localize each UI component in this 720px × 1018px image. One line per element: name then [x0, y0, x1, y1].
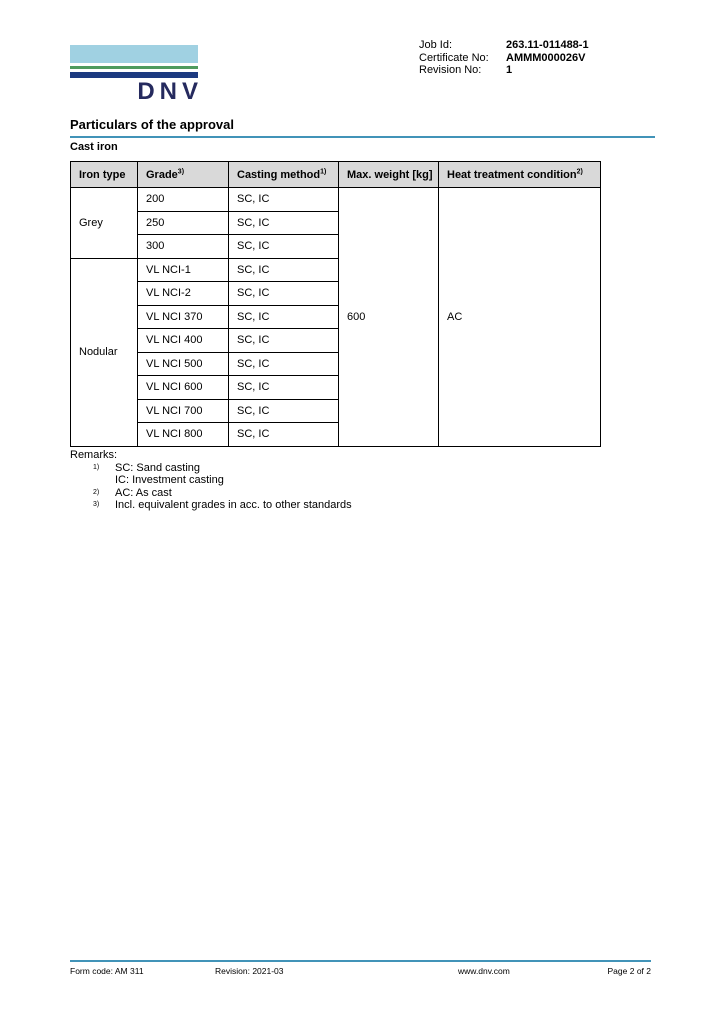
grade-cell: VL NCI 400 — [138, 329, 229, 353]
logo-green-bar — [70, 66, 198, 69]
logo-sky-bar — [70, 45, 198, 63]
iron-type-cell-nodular: Nodular — [71, 258, 138, 446]
remark-line: SC: Sand casting — [115, 461, 200, 474]
remarks-block — [70, 449, 352, 512]
col-header-casting-method: Casting method$^{1)}$ — [229, 162, 339, 188]
certificate-no-label: Certificate No: — [419, 51, 489, 64]
grade-cell: VL NCI 800 — [138, 423, 229, 447]
logo-wordmark: DNV — [137, 78, 203, 105]
grade-cell: VL NCI 370 — [138, 305, 229, 329]
remark-line: IC: Investment casting — [115, 474, 224, 486]
table-header-row — [71, 162, 601, 188]
footer-page-number: Page 2 of 2 — [607, 966, 651, 976]
remark-item-2 — [70, 487, 352, 500]
heat-treatment-cell: AC — [439, 188, 601, 447]
approval-table — [70, 161, 601, 447]
revision-no-value: 1 — [506, 64, 513, 76]
remark-item-1 — [70, 462, 352, 487]
col-header-grade: Grade$^{3)}$ — [138, 162, 229, 188]
grade-cell: VL NCI-2 — [138, 282, 229, 306]
grade-cell: 300 — [138, 235, 229, 259]
certificate-no-value: AMMM000026V — [506, 51, 586, 64]
footer-website: www.dnv.com — [458, 966, 510, 976]
footnote-ref-3: 3) — [177, 167, 185, 175]
footnote-ref-2: 2) — [576, 167, 583, 175]
remark-item-3 — [70, 499, 352, 512]
footer-revision: Revision: 2021-03 — [215, 966, 284, 976]
grade-cell: 200 — [138, 188, 229, 212]
method-cell: SC, IC — [229, 258, 339, 282]
grade-cell: VL NCI-1 — [138, 258, 229, 282]
method-cell: SC, IC — [229, 188, 339, 212]
remark-marker-1: 1) — [93, 463, 100, 471]
method-cell: SC, IC — [229, 211, 339, 235]
method-cell: SC, IC — [229, 282, 339, 306]
footer-form-code: Form code: AM 311 — [70, 966, 144, 976]
page-footer — [70, 960, 651, 978]
method-cell: SC, IC — [229, 305, 339, 329]
revision-no-row — [419, 64, 589, 77]
iron-type-cell-grey: Grey — [71, 188, 138, 259]
remark-marker-2: 2) — [93, 488, 100, 496]
method-cell: SC, IC — [229, 329, 339, 353]
remarks-title: Remarks: — [70, 449, 118, 461]
method-cell: SC, IC — [229, 235, 339, 259]
col-header-heat-treatment: Heat treatment condition$^{2)}$ — [439, 162, 601, 188]
method-cell: SC, IC — [229, 423, 339, 447]
col-header-max-weight: Max. weight [kg] — [339, 162, 439, 188]
grade-cell: 250 — [138, 211, 229, 235]
job-info-block — [419, 39, 589, 77]
grade-cell: VL NCI 700 — [138, 399, 229, 423]
certificate-no-row — [419, 52, 589, 65]
subsection-title: Cast iron — [70, 141, 118, 153]
revision-no-label: Revision No: — [419, 64, 482, 76]
method-cell: SC, IC — [229, 376, 339, 400]
max-weight-cell: 600 — [339, 188, 439, 447]
grade-cell: VL NCI 500 — [138, 352, 229, 376]
grade-cell: VL NCI 600 — [138, 376, 229, 400]
col-header-iron-type: Iron type — [71, 162, 138, 188]
job-id-label: Job Id: — [419, 39, 453, 51]
job-id-row — [419, 39, 589, 52]
section-title: Particulars of the approval — [70, 117, 655, 138]
remark-marker-3: 3) — [93, 501, 100, 508]
remark-line: AC: As cast — [115, 486, 172, 499]
job-id-value: 263.11-011488-1 — [506, 39, 589, 51]
remark-line: Incl. equivalent grades in acc. to other standards — [115, 499, 352, 511]
method-cell: SC, IC — [229, 352, 339, 376]
method-cell: SC, IC — [229, 399, 339, 423]
footnote-ref-1: 1) — [320, 167, 327, 175]
dnv-logo — [70, 45, 203, 105]
table-row — [71, 188, 601, 212]
